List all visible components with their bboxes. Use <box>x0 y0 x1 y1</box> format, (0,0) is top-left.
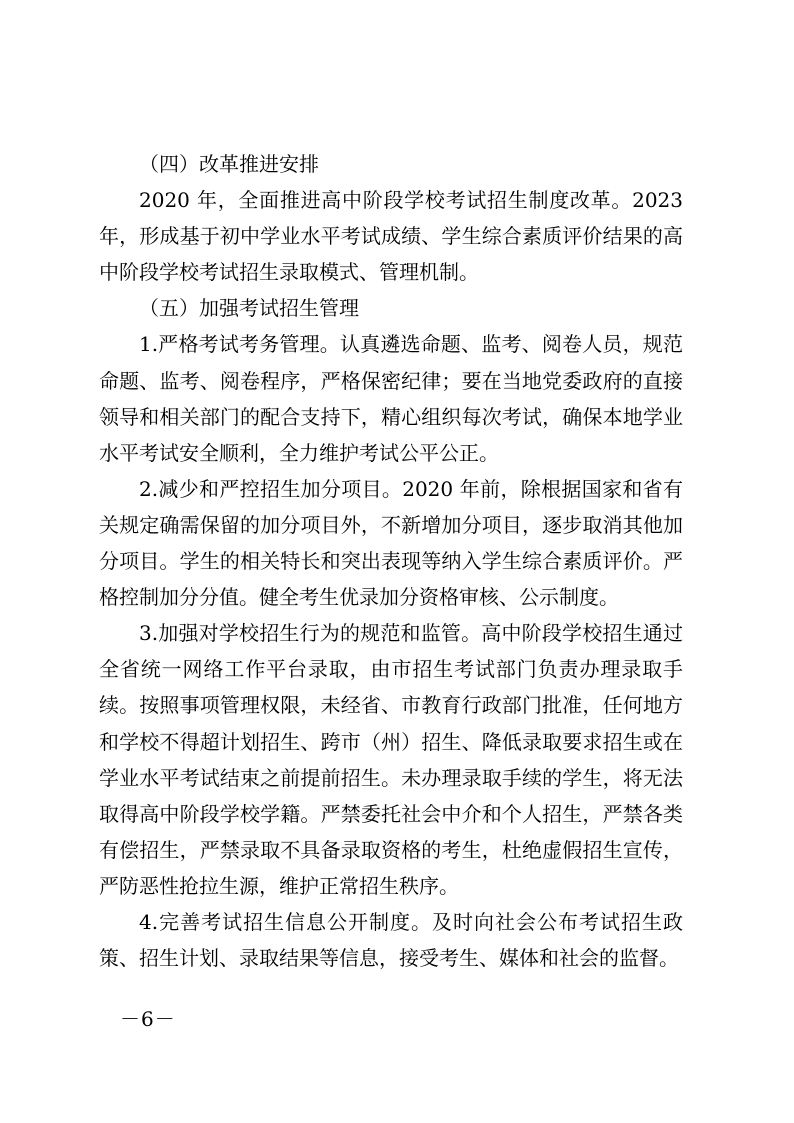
paragraph-information-disclosure: 4.完善考试招生信息公开制度。及时向社会公布考试招生政策、招生计划、录取结果等信息，接受考生、媒体和社会的监督。 <box>99 909 683 971</box>
paragraph-exam-management: 1.严格考试考务管理。认真遴选命题、监考、阅卷人员，规范命题、监考、阅卷程序，严格保密纪律；要在当地党委政府的直接领导和相关部门的配合支持下，精心组织每次考试，确保本地学业水平考试安全顺利，全力维护考试公平公正。 <box>99 332 683 465</box>
paragraph-admission-supervision: 3.加强对学校招生行为的规范和监管。高中阶段学校招生通过全省统一网络工作平台录取，由市招生考试部门负责办理录取手续。按照事项管理权限，未经省、市教育行政部门批准，任何地方和学校不得超计划招生、跨市（州）招生、降低录取要求招生或在学业水平考试结束之前提前招生。未办理录取手续的学生，将无法取得高中阶段学校学籍。严禁委托社会中介和个人招生，严禁各类有偿招生，严禁录取不具备录取资格的考生，杜绝虚假招生宣传，严防恶性抢拉生源，维护正常招生秩序。 <box>99 621 683 898</box>
document-body <box>99 146 683 976</box>
paragraph-reform-schedule: 2020 年，全面推进高中阶段学校考试招生制度改革。2023 年，形成基于初中学业水平考试成绩、学生综合素质评价结果的高中阶段学校考试招生录取模式、管理机制。 <box>99 188 683 285</box>
paragraph-bonus-points: 2.减少和严控招生加分项目。2020 年前，除根据国家和省有关规定确需保留的加分项目外，不新增加分项目，逐步取消其他加分项目。学生的相关特长和突出表现等纳入学生综合素质评价。严格控制加分分值。健全考生优录加分资格审核、公示制度。 <box>99 476 683 610</box>
page-number: －6－ <box>120 1007 176 1031</box>
section-heading-5: （五）加强考试招生管理 <box>139 296 359 321</box>
section-heading-4: （四）改革推进安排 <box>139 152 319 176</box>
